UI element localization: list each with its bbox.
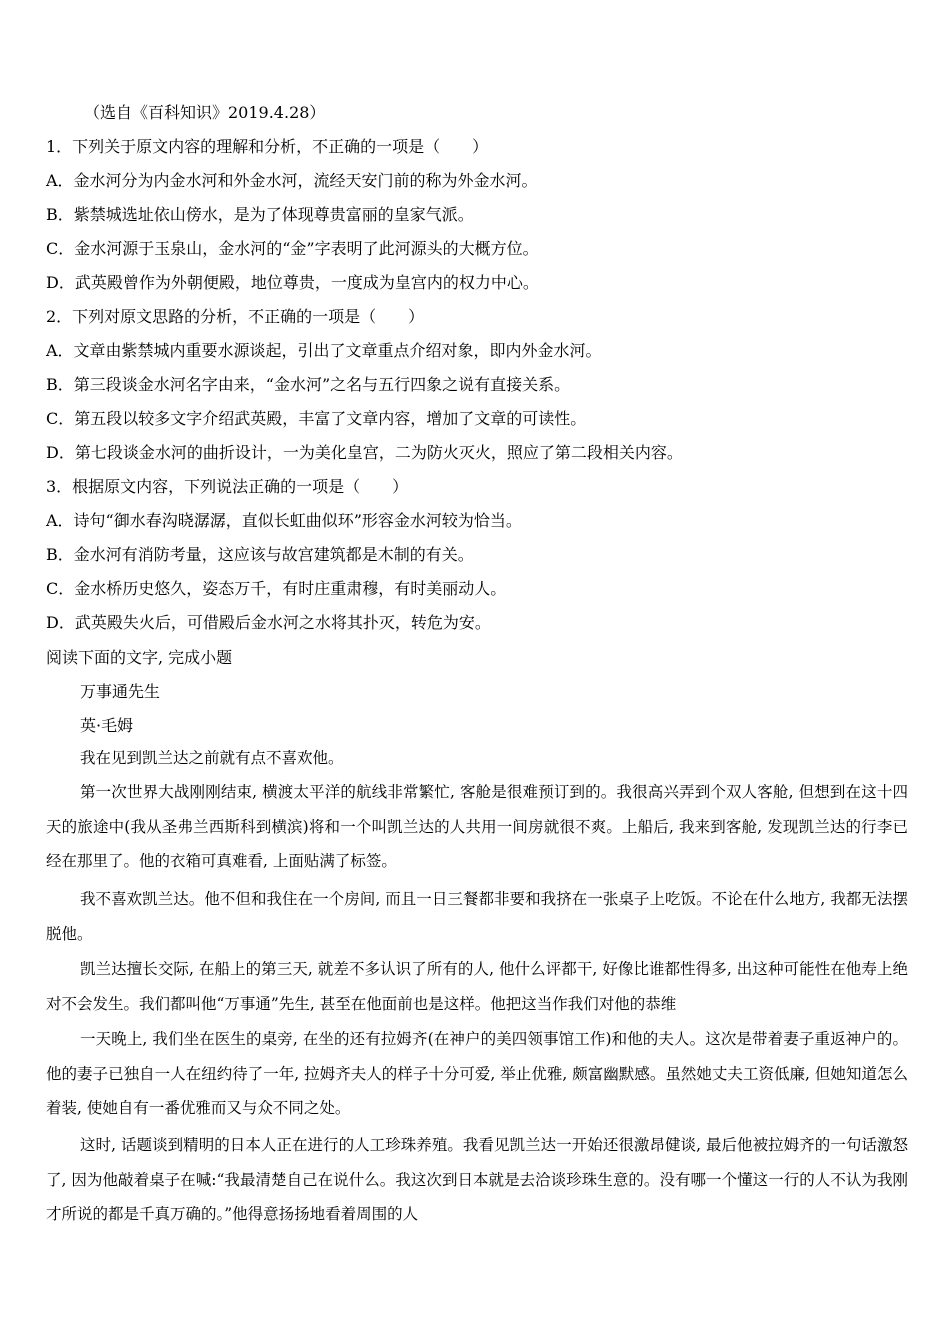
passage-paragraph-4: 凯兰达擅长交际, 在船上的第三天, 就差不多认识了所有的人, 他什么评都干, 好像比谁都性得多, 出这种可能性在他寿上绝对不会发生。我们都叫他“万事通”先生, 甚至在他面前也是这样。他把这当作我们对他的恭维	[46, 960, 908, 1013]
question-3-option-d: D．武英殿失火后，可借殿后金水河之水将其扑灭，转危为安。	[46, 613, 491, 632]
question-2-option-d: D．第七段谈金水河的曲折设计，一为美化皇宫，二为防火灭火，照应了第二段相关内容。	[46, 443, 683, 462]
question-1-option-a: A．金水河分为内金水河和外金水河，流经天安门前的称为外金水河。	[46, 171, 538, 190]
passage-paragraph-5: 一天晚上, 我们坐在医生的桌旁, 在坐的还有拉姆齐(在神户的美四领事馆工作)和他的夫人。这次是带着妻子重返神户的。他的妻子已独自一人在纽约待了一年, 拉姆齐夫人的样子十分可爱, 举止优雅, 颇富幽默感。虽然她丈夫工资低廉, 但她知道怎么着装, 使她自有一番优雅而又与众不同之处。	[46, 1030, 908, 1117]
question-3-option-b: B．金水河有消防考量，这应该与故宫建筑都是木制的有关。	[46, 545, 474, 564]
question-3-option-c: C．金水桥历史悠久，姿态万千，有时庄重肃穆，有时美丽动人。	[46, 579, 507, 598]
passage-title: 万事通先生	[80, 682, 161, 701]
passage-paragraph-3: 我不喜欢凯兰达。他不但和我住在一个房间, 而且一日三餐都非要和我挤在一张桌子上吃饭。不论在什么地方, 我都无法摆脱他。	[46, 890, 908, 943]
question-2-option-a: A．文章由紫禁城内重要水源谈起，引出了文章重点介绍对象，即内外金水河。	[46, 341, 602, 360]
question-1-option-b: B．紫禁城选址依山傍水，是为了体现尊贵富丽的皇家气派。	[46, 205, 474, 224]
reading-instruction: 阅读下面的文字, 完成小题	[46, 648, 233, 667]
source-citation: （选自《百科知识》2019.4.28）	[84, 103, 326, 122]
question-1-option-d: D．武英殿曾作为外朝便殿，地位尊贵，一度成为皇宫内的权力中心。	[46, 273, 539, 292]
question-2-option-b: B．第三段谈金水河名字由来，“金水河”之名与五行四象之说有直接关系。	[46, 375, 571, 394]
question-3-stem: 3．根据原文内容，下列说法正确的一项是（ ）	[46, 477, 409, 496]
question-2-option-c: C．第五段以较多文字介绍武英殿，丰富了文章内容，增加了文章的可读性。	[46, 409, 587, 428]
question-1-stem: 1．下列关于原文内容的理解和分析，不正确的一项是（ ）	[46, 137, 489, 156]
question-3-option-a: A．诗句“御水春沟晓潺潺，直似长虹曲似环”形容金水河较为恰当。	[46, 511, 522, 530]
passage-paragraph-2: 第一次世界大战刚刚结束, 横渡太平洋的航线非常繁忙, 客舱是很难预订到的。我很高兴弄到个双人客舱, 但想到在这十四天的旅途中(我从圣弗兰西斯科到横滨)将和一个叫凯兰达的人共用一间房就很不爽。上船后, 我来到客舱, 发现凯兰达的行李已经在那里了。他的衣箱可真难看, 上面贴满了标签。	[46, 783, 908, 870]
question-2-stem: 2．下列对原文思路的分析，不正确的一项是（ ）	[46, 307, 425, 326]
question-1-option-c: C．金水河源于玉泉山，金水河的“金”字表明了此河源头的大概方位。	[46, 239, 539, 258]
passage-author: 英·毛姆	[80, 716, 134, 735]
passage-paragraph-1: 我在见到凯兰达之前就有点不喜欢他。	[80, 749, 344, 767]
passage-paragraph-6: 这时, 话题谈到精明的日本人正在进行的人工珍珠养殖。我看见凯兰达一开始还很激昂健谈, 最后他被拉姆齐的一句话激怒了, 因为他敲着桌子在喊:“我最清楚自己在说什么。我这次到日本就是去洽谈珍珠生意的。没有哪一个懂这一行的人不认为我刚才所说的都是千真万确的。”他得意扬扬地看着周围的人	[46, 1136, 908, 1223]
